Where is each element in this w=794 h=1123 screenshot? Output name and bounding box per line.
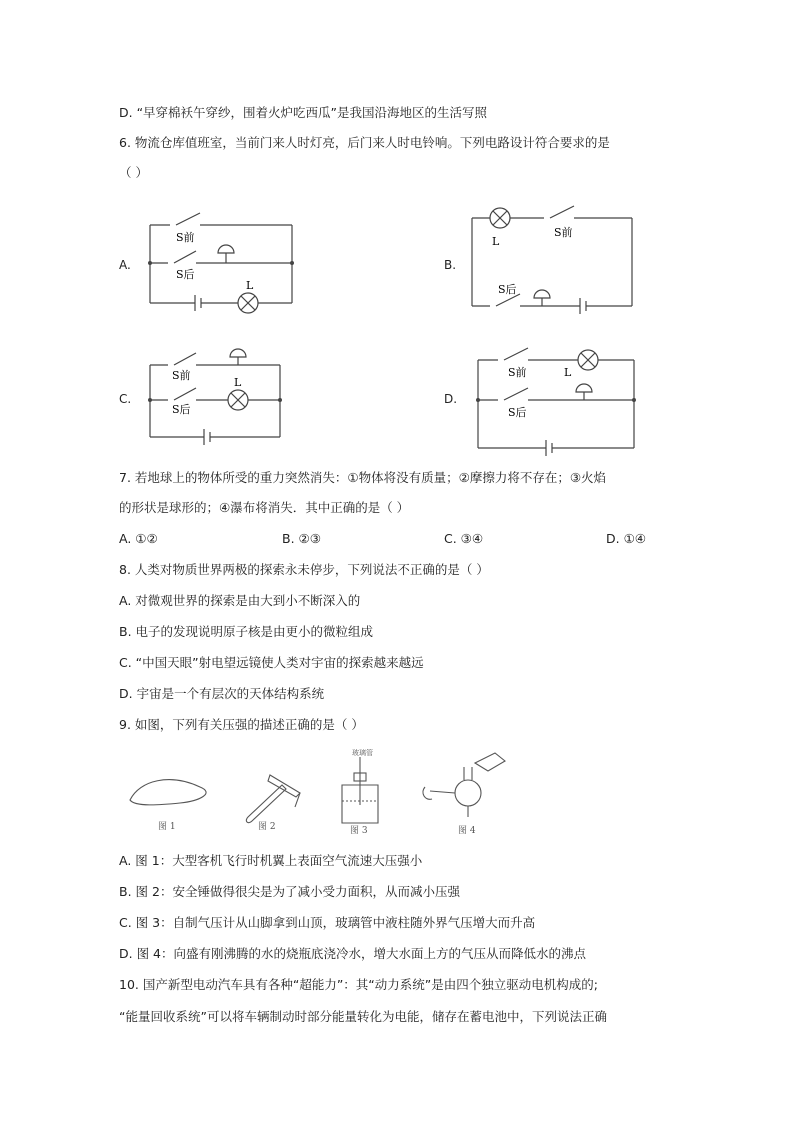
fig3-glass-tube-label: 玻璃管: [352, 749, 373, 757]
circuit-b-lamp: L: [492, 235, 500, 248]
q9-option-d: D. 图 4：向盛有刚沸腾的水的烧瓶底浇冷水，增大水面上方的气压从而降低水的沸点: [119, 946, 586, 961]
circuit-c-switch-front: S前: [172, 369, 191, 382]
q8-stem: 8. 人类对物质世界两极的探索永未停步，下列说法不正确的是（ ）: [119, 562, 489, 577]
circuit-b: [462, 198, 642, 323]
barometer-bottle-icon: [342, 757, 378, 823]
q8-option-b: B. 电子的发现说明原子核是由更小的微粒组成: [119, 624, 374, 639]
q7-option-c: C. ③④: [444, 531, 484, 546]
q9-option-a: A. 图 1：大型客机飞行时机翼上表面空气流速大压强小: [119, 853, 423, 868]
circuit-a-switch-back: S后: [176, 268, 195, 281]
wing-icon: [130, 780, 206, 805]
circuit-d-switch-back: S后: [508, 406, 527, 419]
q10-stem-line2: “能量回收系统”可以将车辆制动时部分能量转化为电能，储存在蓄电池中，下列说法正确: [119, 1009, 607, 1024]
q7-stem-line1: 7. 若地球上的物体所受的重力突然消失：①物体将没有质量；②摩擦力将不存在；③火焰: [119, 470, 607, 485]
q6-stem: 6. 物流仓库值班室，当前门来人时灯亮，后门来人时电铃响。下列电路设计符合要求的是: [119, 135, 610, 150]
fig3-caption: 图 3: [350, 826, 368, 836]
q7-option-a: A. ①②: [119, 531, 158, 546]
q6-option-a-label: A.: [119, 258, 131, 272]
circuit-c-lamp: L: [234, 376, 242, 389]
q9-stem: 9. 如图，下列有关压强的描述正确的是（ ）: [119, 717, 364, 732]
circuit-d: [468, 340, 648, 458]
q8-option-a: A. 对微观世界的探索是由大到小不断深入的: [119, 593, 361, 608]
safety-hammer-icon: [246, 775, 300, 823]
q9-option-c: C. 图 3：自制气压计从山脚拿到山顶，玻璃管中液柱随外界气压增大而升高: [119, 915, 536, 930]
circuit-d-lamp: L: [564, 366, 572, 379]
q7-option-b: B. ②③: [282, 531, 321, 546]
flask-pouring-icon: [423, 753, 505, 817]
circuit-d-switch-front: S前: [508, 366, 527, 379]
q5-option-d: D. “早穿棉袄午穿纱，围着火炉吃西瓜”是我国沿海地区的生活写照: [119, 105, 488, 120]
q6-option-b-label: B.: [444, 258, 457, 272]
circuit-a-switch-front: S前: [176, 231, 195, 244]
q6-blank: （ ）: [119, 165, 148, 180]
q7-stem-line2: 的形状是球形的；④瀑布将消失．其中正确的是（ ）: [119, 500, 410, 515]
circuit-b-switch-front: S前: [554, 226, 573, 239]
circuit-c: [140, 345, 305, 450]
circuit-a: [140, 205, 305, 315]
q8-option-d: D. 宇宙是一个有层次的天体结构系统: [119, 686, 325, 701]
fig4-caption: 图 4: [458, 826, 476, 836]
q6-option-d-label: D.: [444, 392, 458, 406]
circuit-c-switch-back: S后: [172, 403, 191, 416]
q7-option-d: D. ①④: [606, 531, 646, 546]
circuit-b-switch-back: S后: [498, 283, 517, 296]
q10-stem-line1: 10. 国产新型电动汽车具有各种“超能力”：其“动力系统”是由四个独立驱动电机构成的;: [119, 977, 598, 992]
fig2-caption: 图 2: [258, 822, 276, 832]
q9-figures: [120, 745, 530, 840]
q8-option-c: C. “中国天眼”射电望远镜使人类对宇宙的探索越来越远: [119, 655, 424, 670]
fig1-caption: 图 1: [158, 822, 176, 832]
circuit-a-lamp: L: [246, 279, 254, 292]
q9-option-b: B. 图 2：安全锤做得很尖是为了减小受力面积，从而减小压强: [119, 884, 460, 899]
q6-option-c-label: C.: [119, 392, 132, 406]
